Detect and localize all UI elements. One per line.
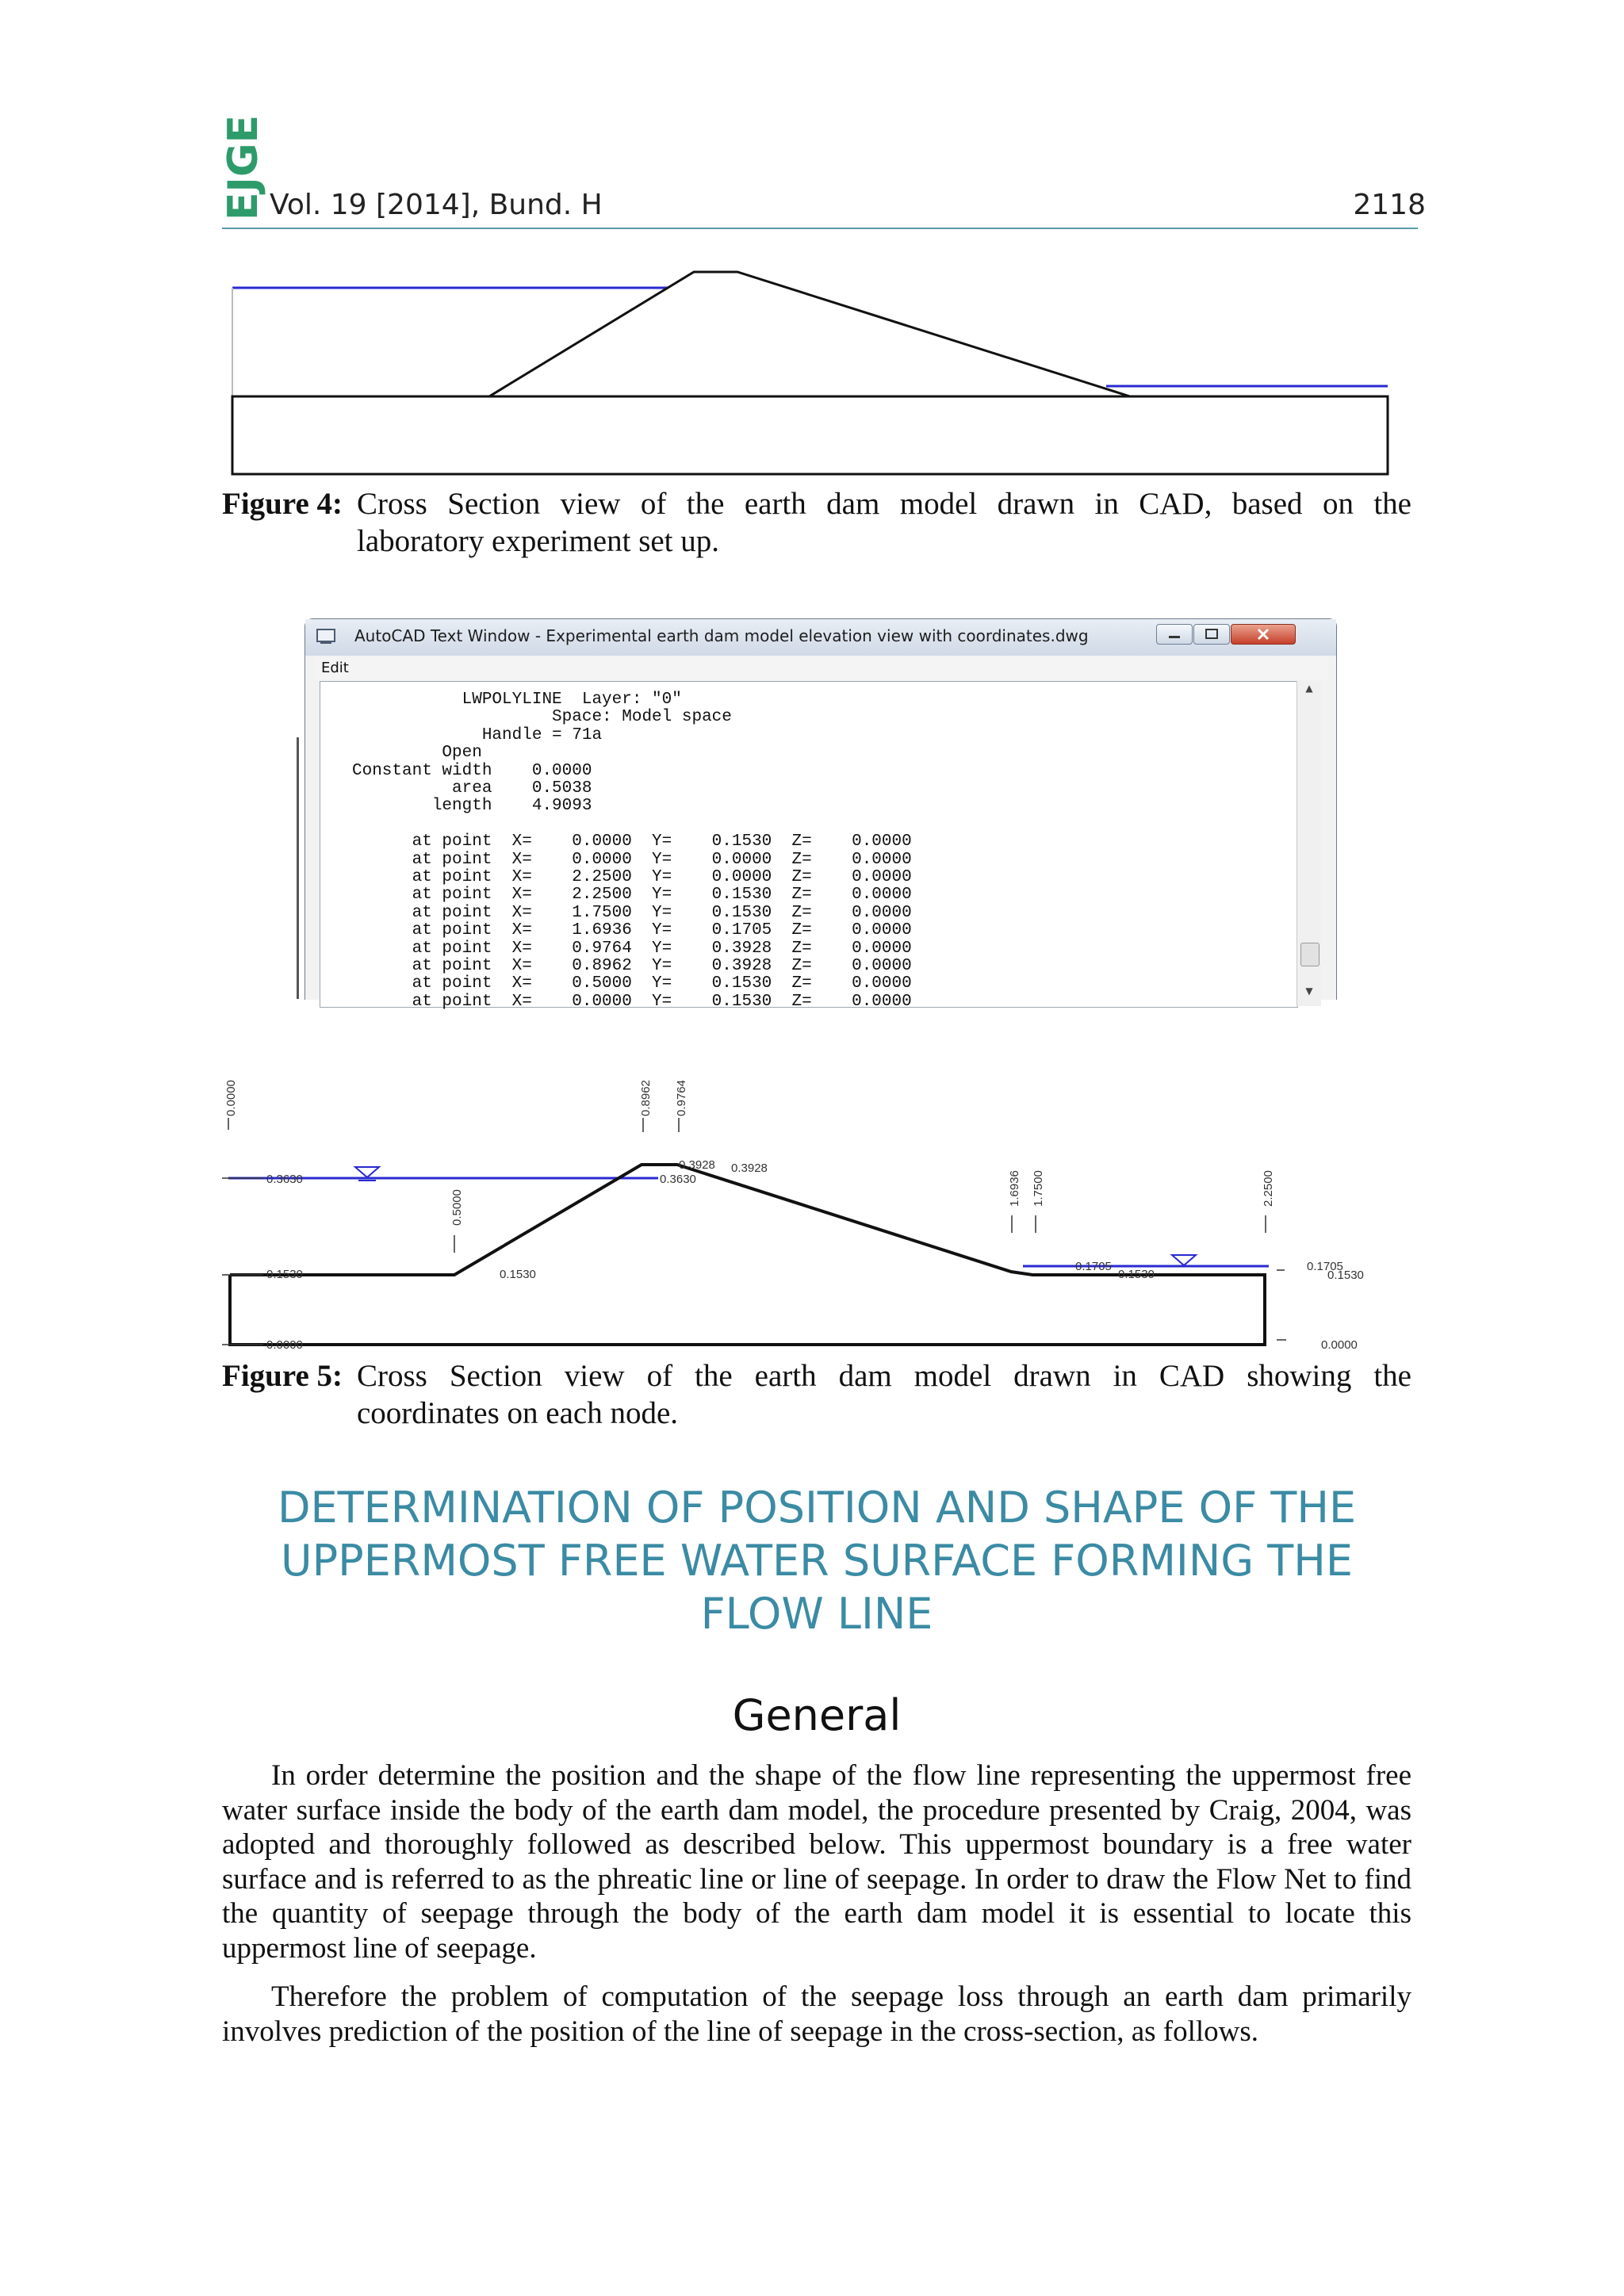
section-heading-line-2: UPPERMOST FREE WATER SURFACE FORMING THE [281,1536,1353,1586]
running-title: Vol. 19 [2014], Bund. H [270,189,603,221]
figure-4-caption-line-1: Cross Section view of the earth dam model drawn in CAD, based on the [357,487,1411,521]
header-rule [222,228,1418,229]
section-heading-line-3: FLOW LINE [700,1589,933,1639]
acad-text-line: at point X= 1.6936 Y= 0.1705 Z= 0.0000 [352,921,912,940]
close-icon [1231,625,1295,644]
figure-4-caption-line-2: laboratory experiment set up. [357,524,720,558]
label-y-0363-left: 0.3630 [266,1173,303,1186]
label-x-16936: 1.6936 [1008,1170,1021,1207]
journal-logo [220,101,267,220]
acad-menu-bar [313,657,1328,679]
label-y-0153-left: 0.1530 [266,1268,303,1281]
figure-5-label: Figure 5: [222,1359,343,1393]
acad-text-line: at point X= 2.2500 Y= 0.0000 Z= 0.0000 [352,868,912,886]
fig5-elevation-leaders [222,1178,263,1345]
fig5-dimension-ticks [228,1118,1286,1340]
figure-5-caption-line-1: Cross Section view of the earth dam model drawn in CAD showing the [357,1359,1411,1393]
label-y-0153-toe: 0.1530 [500,1268,536,1281]
scroll-down-arrow-icon[interactable]: ▼ [1305,985,1313,997]
figure-5-dam-cross-section-with-coordinates [214,1070,1404,1356]
acad-text-line: Constant width 0.0000 [352,761,592,780]
maximize-icon [1194,625,1229,644]
acad-text-line: at point X= 0.8962 Y= 0.3928 Z= 0.0000 [352,957,912,975]
label-y-0153-right: 0.1530 [1327,1269,1364,1282]
acad-text-line: Handle = 71a [352,725,603,744]
label-x-17500: 1.7500 [1032,1170,1045,1207]
label-x-09764: 0.9764 [675,1080,688,1116]
minimize-button[interactable] [1156,624,1193,645]
label-y-01705-mid: 0.1705 [1075,1260,1112,1273]
close-button[interactable] [1231,624,1296,645]
acad-text-line: area 0.5038 [352,779,592,798]
acad-text-line: at point X= 0.0000 Y= 0.1530 Z= 0.0000 [352,992,912,1011]
fig4-dam-outline [232,272,1388,474]
label-x-05000: 0.5000 [450,1189,464,1226]
label-y-0000-right: 0.0000 [1321,1338,1358,1352]
acad-text-line: at point X= 0.5000 Y= 0.1530 Z= 0.0000 [352,974,912,993]
acad-vertical-scrollbar[interactable] [1297,681,1321,1006]
label-y-0363-crest: 0.3630 [660,1173,696,1186]
scroll-up-arrow-icon[interactable]: ▲ [1305,683,1313,694]
section-heading-line-1: DETERMINATION OF POSITION AND SHAPE OF THE [277,1483,1357,1533]
scrollbar-thumb[interactable] [1300,943,1320,966]
label-y-03928-b: 0.3928 [731,1161,768,1175]
acad-window-shadow [297,737,299,999]
acad-title-bar[interactable] [305,619,1336,656]
label-x-08962: 0.8962 [639,1080,653,1116]
acad-text-line: length 4.9093 [352,797,592,816]
acad-text-line: at point X= 0.0000 Y= 0.0000 Z= 0.0000 [352,850,912,869]
body-paragraph-1: In order determine the position and the shape of the flow line representing the uppermost free water surface inside the body of the earth dam model, the procedure presented by Craig, 2004, was adopted and thoroughly followed as described below. This uppermost boundary is a free water surface and is referred to as the phreatic line or line of seepage. In order to draw the Flow Net to find the quantity of seepage through the body of the earth dam model it is essential to locate this uppermost line of seepage. [222,1759,1411,1965]
figure-5-caption-line-2: coordinates on each node. [357,1396,679,1430]
label-y-0000-left: 0.0000 [266,1338,303,1352]
figure-5-caption [222,1357,1411,1437]
label-y-0153-mid: 0.1530 [1118,1268,1155,1281]
acad-text-output[interactable] [320,681,1298,1011]
subsection-heading: General [732,1690,902,1740]
acad-text-line: at point X= 1.7500 Y= 0.1530 Z= 0.0000 [352,903,912,922]
window-app-icon [316,629,335,645]
acad-text-line: at point X= 0.0000 Y= 0.1530 Z= 0.0000 [352,832,912,851]
body-paragraph-2: Therefore the problem of computation of the seepage loss through an earth dam primarily involves prediction of the position of the line of seepage in the cross-section, as follows. [222,1980,1411,2048]
maximize-button[interactable] [1193,624,1230,645]
label-x-0000: 0.0000 [224,1080,238,1116]
figure-4-label: Figure 4: [222,487,343,521]
acad-text-line: Open [352,744,482,763]
menu-item-edit[interactable]: Edit [321,660,349,676]
fig5-dam-outline [230,1165,1265,1345]
page-number: 2118 [1353,189,1426,221]
label-y-01705-right: 0.1705 [1307,1260,1343,1273]
label-x-22500: 2.2500 [1262,1170,1275,1207]
acad-window-title: AutoCAD Text Window - Experimental earth dam model elevation view with coordinates.dwg [354,626,1089,645]
acad-text-line: at point X= 2.2500 Y= 0.1530 Z= 0.0000 [352,886,912,905]
journal-logo-text: EJGE [220,114,267,220]
minimize-icon [1157,625,1192,644]
acad-text-line: LWPOLYLINE Layer: "0" [352,691,682,709]
figure-4-dam-cross-section [222,262,1396,484]
figure-4-caption [222,485,1411,564]
acad-text-line: Space: Model space [352,708,732,727]
autocad-text-window [304,618,1337,1011]
section-heading [222,1481,1411,1640]
downstream-water-level-icon [1172,1255,1196,1265]
acad-text-line: at point X= 0.9764 Y= 0.3928 Z= 0.0000 [352,939,912,958]
upstream-water-level-icon [355,1167,379,1177]
label-y-03928-a: 0.3928 [679,1158,715,1172]
